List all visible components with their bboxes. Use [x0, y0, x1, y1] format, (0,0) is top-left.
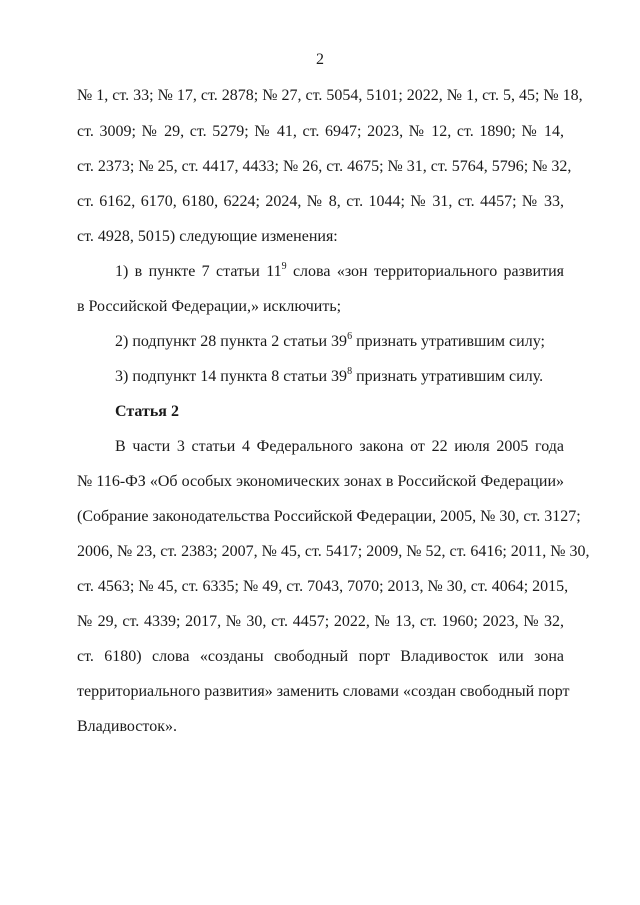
text-line: ст. 3009; № 29, ст. 5279; № 41, ст. 6947; 2023, № 12, ст. 1890; № 14, — [77, 123, 564, 140]
article-heading: Статья 2 — [115, 403, 179, 420]
text-line: территориального развития» заменить словами «создан свободный порт — [77, 683, 570, 700]
text-line: № 1, ст. 33; № 17, ст. 2878; № 27, ст. 5054, 5101; 2022, № 1, ст. 5, 45; № 18, — [77, 87, 583, 104]
list-item-3: 3) подпункт 14 пункта 8 статьи $39^8$ признать утратившим силу. — [115, 365, 544, 385]
text-line: Владивосток». — [77, 718, 177, 735]
text-line: № 29, ст. 4339; 2017, № 30, ст. 4457; 2022, № 13, ст. 1960; 2023, № 32, — [77, 613, 564, 630]
list-item-2: 2) подпункт 28 пункта 2 статьи $39^6$ признать утратившим силу; — [115, 330, 545, 350]
list-item-1-continuation: в Российской Федерации,» исключить; — [77, 298, 342, 315]
text-line: ст. 4928, 5015) следующие изменения: — [77, 228, 338, 245]
superscript: 8 — [347, 365, 353, 377]
superscript: 9 — [281, 260, 287, 272]
page-number: 2 — [316, 51, 324, 68]
text-line: № 116-ФЗ «Об особых экономических зонах в Российской Федерации» — [77, 473, 564, 490]
text-line: 2006, № 23, ст. 2383; 2007, № 45, ст. 5417; 2009, № 52, ст. 6416; 2011, № 30, — [77, 543, 590, 560]
superscript: 6 — [347, 330, 353, 342]
text-line: ст. 6180) слова «созданы свободный порт Владивосток или зона — [77, 648, 564, 665]
text-line: ст. 2373; № 25, ст. 4417, 4433; № 26, ст. 4675; № 31, ст. 5764, 5796; № 32, — [77, 158, 572, 175]
text-line: ст. 4563; № 45, ст. 6335; № 49, ст. 7043, 7070; 2013, № 30, ст. 4064; 2015, — [77, 578, 569, 595]
text-line: (Собрание законодательства Российской Федерации, 2005, № 30, ст. 3127; — [77, 508, 581, 525]
list-item-1: 1) в пункте 7 статьи $11^9$ слова «зон территориального развития — [115, 260, 564, 280]
text-line: ст. 6162, 6170, 6180, 6224; 2024, № 8, ст. 1044; № 31, ст. 4457; № 33, — [77, 193, 564, 210]
text-line: В части 3 статьи 4 Федерального закона от 22 июля 2005 года — [115, 438, 564, 455]
